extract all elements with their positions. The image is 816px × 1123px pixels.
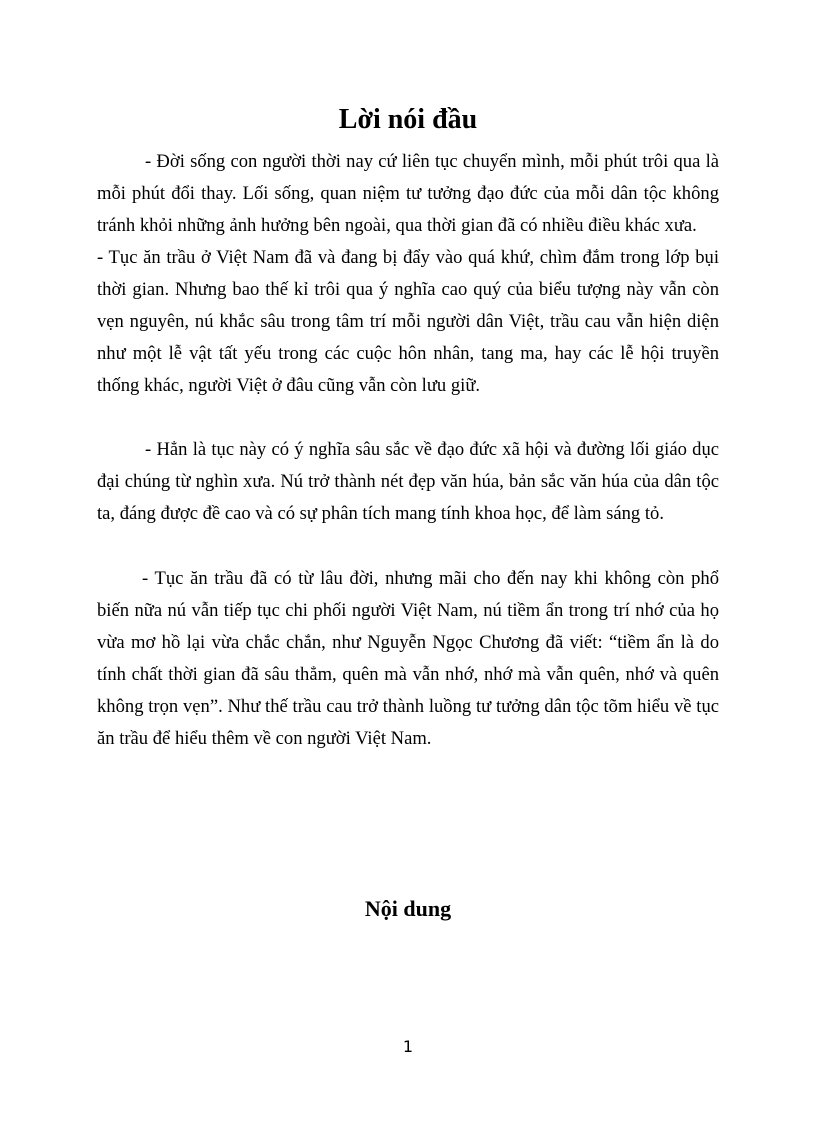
paragraph-4: - Tục ăn trầu đã có từ lâu đời, nhưng mãi cho đến nay khi không còn phổ biến nữa nú vẫn tiếp tục chi phối người Việt Nam, nú tiềm ẩn trong trí nhớ của họ vừa mơ hồ lại vừa chắc chắn, như Nguyễn Ngọc Chương đã viết: “tiềm ẩn là do tính chất thời gian đã sâu thẳm, quên mà vẫn nhớ, nhớ mà vẫn quên, nhớ và quên không trọn vẹn”. Như thế trầu cau trở thành luồng tư tưởng dân tộc tõm hiểu về tục ăn trầu để hiểu thêm về con người Việt Nam. <box>97 568 719 749</box>
page-title: Lời nói đầu <box>338 104 478 135</box>
section-heading: Nội dung <box>364 896 452 921</box>
paragraph-2: - Tục ăn trầu ở Việt Nam đã và đang bị đẩy vào quá khứ, chìm đắm trong lớp bụi thời gian. Nhưng bao thế kỉ trôi qua ý nghĩa cao quý của biểu tượng này vẫn còn vẹn nguyên, nú khắc sâu trong tâm trí mỗi người dân Việt, trầu cau vẫn hiện diện như một lễ vật tất yếu trong các cuộc hôn nhân, tang ma, hay các lễ hội truyền thống khác, người Việt ở đâu cũng vẫn còn lưu giữ. <box>97 247 719 396</box>
paragraph-1: - Đời sống con người thời nay cứ liên tục chuyển mình, mỗi phút trôi qua là mỗi phút đổi thay. Lối sống, quan niệm tư tưởng đạo đức của mỗi dân tộc không tránh khỏi những ảnh hưởng bên ngoài, qua thời gian đã có nhiều điều khác xưa. <box>97 151 719 236</box>
page-number: 1 <box>402 1037 414 1056</box>
paragraph-3: - Hẳn là tục này có ý nghĩa sâu sắc về đạo đức xã hội và đường lối giáo dục đại chúng từ nghìn xưa. Nú trở thành nét đẹp văn húa, bản sắc văn húa của dân tộc ta, đáng được đề cao và có sự phân tích mang tính khoa học, để làm sáng tỏ. <box>97 439 719 524</box>
